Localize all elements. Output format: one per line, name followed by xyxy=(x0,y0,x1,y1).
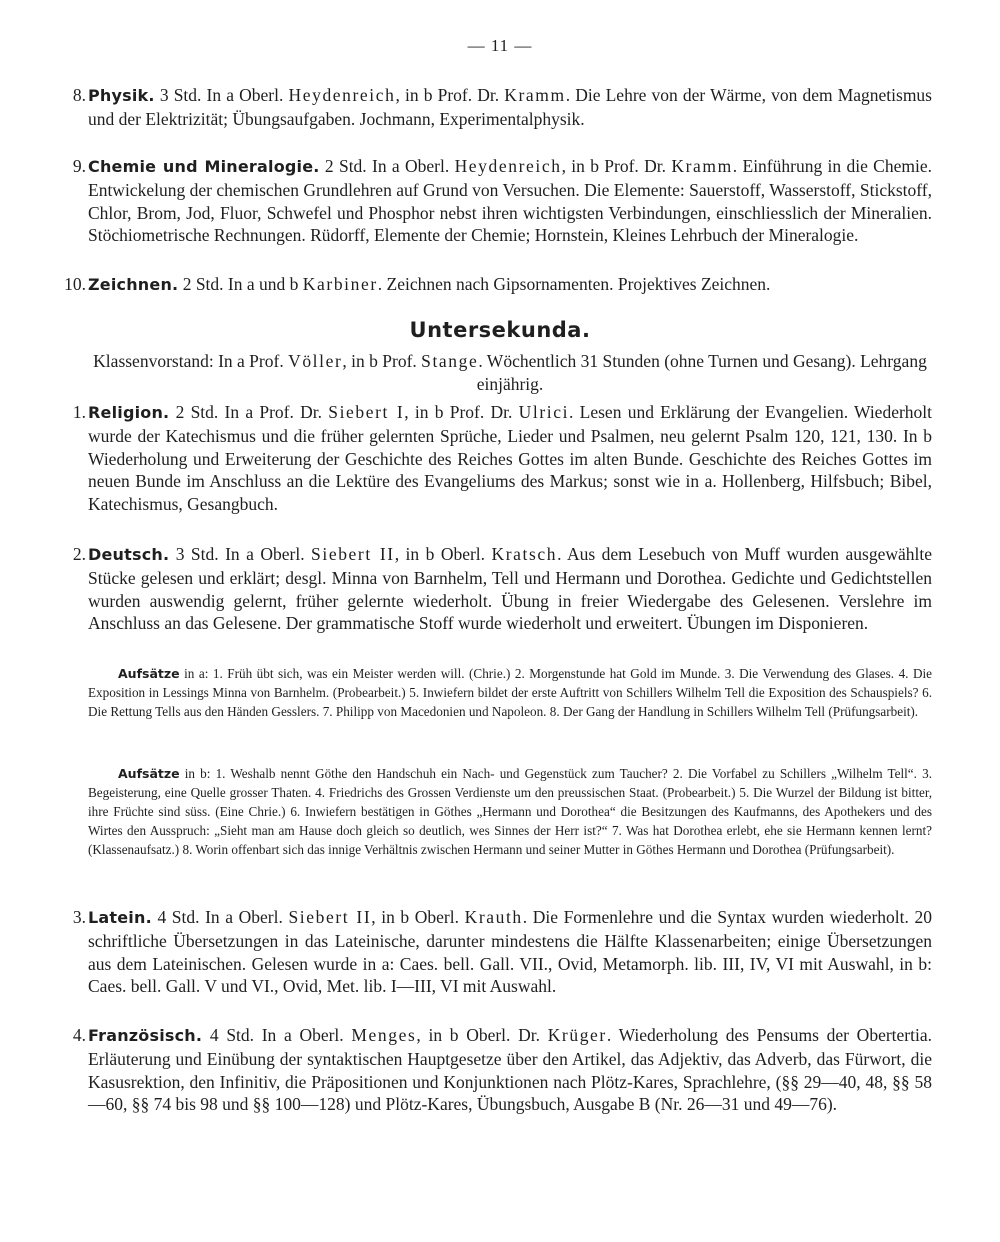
teacher-name: Siebert II xyxy=(288,907,372,927)
section-title: Untersekunda. xyxy=(409,318,591,342)
teacher-name: Karbiner xyxy=(302,274,378,294)
teacher-name: Krauth xyxy=(464,907,523,927)
subject-heading: Chemie und Mineralogie. xyxy=(88,157,320,176)
teacher-name: Stange xyxy=(421,351,479,371)
item-number: 2. xyxy=(72,544,86,564)
subject-franzoesisch: 4. Französisch. 4 Std. In a Oberl. Menges, in b Oberl. Dr. Krüger. Wiederholung des Pensums der Obertertia. Erläuterung und Einübung der syntaktischen Hauptgesetze über den Artikel, das Adjektiv, das Adverb, das Fürwort, die Kasusrektion, den Infinitiv, die Präpositionen und Konjunktionen nach Plötz-Kares, Sprachlehre, (§§ 29—40, 48, §§ 58—60, §§ 74 bis 98 und §§ 100—128) und Plötz-Kares, Übungsbuch, Ausgabe B (Nr. 26—31 und 49—76). xyxy=(88,1024,932,1116)
subject-latein: 3. Latein. 4 Std. In a Oberl. Siebert II, in b Oberl. Krauth. Die Formenlehre und die Syntax wurden wiederholt. 20 schriftliche Übersetzungen in das Lateinische, darunter mindestens die Hälfte Klassenarbeiten; einige Übersetzungen aus dem Lateinischen. Gelesen wurde in a: Caes. bell. Gall. VII., Ovid, Metamorph. lib. III, IV, VI mit Auswahl, in b: Caes. bell. Gall. V und VI., Ovid, Met. lib. I—III, VI mit Auswahl. xyxy=(88,906,932,998)
teacher-name: Siebert I xyxy=(328,402,405,422)
teacher-name: Heydenreich xyxy=(454,156,562,176)
subject-heading: Physik. xyxy=(88,86,155,105)
aufsaetze-b: Aufsätze in b: 1. Weshalb nennt Göthe den Handschuh ein Nach- und Gegenstück zum Taucher? 2. Die Vorfabel zu Schillers „Wilhelm Tell“. 3. Begeisterung, eine Quelle grosser Thaten. 4. Friedrichs des Grossen Verdienste um den preussischen Staat. (Probearbeit.) 5. Die Wurzel der Bildung ist bitter, ihre Früchte sind süss. (Eine Chrie.) 6. Inwiefern bestätigen in Göthes „Hermann und Dorothea“ die Besitzungen des Kaufmanns, des Apothekers und des Wirtes den Ausspruch: „Sieht man am Hause doch gleich so deutlich, wes Sinnes der Herr ist?“ 7. Was hat Dorothea erlebt, ehe sie Hermann kennen lernt? (Klassenaufsatz.) 8. Worin offenbart sich das innige Verhältnis zwischen Hermann und seiner Mutter in Göthes Hermann und Dorothea (Prüfungsarbeit). xyxy=(88,766,932,857)
subject-heading: Deutsch. xyxy=(88,545,170,564)
item-number: 8. xyxy=(72,85,86,105)
teacher-name: Siebert II xyxy=(311,544,395,564)
item-number: 1. xyxy=(72,402,86,422)
klassenvorstand-line: Klassenvorstand: In a Prof. Völler, in b Prof. Stange. Wöchentlich 31 Stunden (ohne Turnen und Gesang). Lehrgang einjährig. xyxy=(93,351,927,394)
item-number: 4. xyxy=(72,1025,86,1045)
item-number: 10. xyxy=(64,274,86,294)
teacher-name: Menges xyxy=(351,1025,417,1045)
subject-zeichnen: 10. Zeichnen. 2 Std. In a und b Karbiner. Zeichnen nach Gipsornamenten. Projektives Zeichnen. xyxy=(88,273,932,297)
teacher-name: Ulrici xyxy=(518,402,570,422)
subject-heading: Latein. xyxy=(88,908,152,927)
subject-physik: 8. Physik. 3 Std. In a Oberl. Heydenreich, in b Prof. Dr. Kramm. Die Lehre von der Wärme, von dem Magnetismus und der Elektrizität; Übungsaufgaben. Jochmann, Experimentalphysik. xyxy=(88,84,932,131)
subject-heading: Französisch. xyxy=(88,1026,203,1045)
subject-heading: Zeichnen. xyxy=(88,275,179,294)
teacher-name: Kratsch xyxy=(491,544,558,564)
subject-heading: Religion. xyxy=(88,403,170,422)
teacher-name: Kramm xyxy=(504,85,566,105)
teacher-name: Völler xyxy=(288,351,343,371)
aufsaetze-heading: Aufsätze xyxy=(118,766,180,781)
aufsaetze-a: Aufsätze in a: 1. Früh übt sich, was ein Meister werden will. (Chrie.) 2. Morgenstunde hat Gold im Munde. 3. Die Verwendung des Glases. 4. Die Exposition in Lessings Minna von Barnhelm. (Probearbeit.) 5. Inwiefern bildet der erste Auftritt von Schillers Wilhelm Tell die Exposition des Schauspiels? 6. Die Rettung Tells aus den Händen Gesslers. 7. Philipp von Macedonien und Napoleon. 8. Der Gang der Handlung in Schillers Wilhelm Tell (Prüfungsarbeit). xyxy=(88,666,932,719)
teacher-name: Kramm xyxy=(671,156,733,176)
item-number: 9. xyxy=(72,156,86,176)
item-number: 3. xyxy=(72,907,86,927)
subject-deutsch: 2. Deutsch. 3 Std. In a Oberl. Siebert II, in b Oberl. Kratsch. Aus dem Lesebuch von Muff wurden ausgewählte Stücke gelesen und erklärt; desgl. Minna von Barnhelm, Tell und Hermann und Dorothea. Gedichte und Gedichtstellen wurden auswendig gelernt, früher gelernte wiederholt. Übung in freier Wiedergabe des Gelesenen. Verslehre im Anschluss an das Gelesene. Der grammatische Stoff wurde wiederholt und erweitert. Übungen im Disponieren. xyxy=(88,543,932,635)
subject-chemie: 9. Chemie und Mineralogie. 2 Std. In a Oberl. Heydenreich, in b Prof. Dr. Kramm. Einführung in die Chemie. Entwickelung der chemischen Grundlehren auf Grund von Versuchen. Die Elemente: Sauerstoff, Wasserstoff, Stickstoff, Chlor, Brom, Jod, Fluor, Schwefel und Phosphor nebst ihren wichtigsten Verbindungen, einschliesslich der Mineralien. Stöchiometrische Rechnungen. Rüdorff, Elemente der Chemie; Hornstein, Kleines Lehrbuch der Mineralogie. xyxy=(88,155,932,247)
subject-religion: 1. Religion. 2 Std. In a Prof. Dr. Siebert I, in b Prof. Dr. Ulrici. Lesen und Erklärung der Evangelien. Wiederholt wurde der Katechismus und die früher gelernten Sprüche, Lieder und Psalmen, neu gelernt Psalm 120, 121, 130. In b Wiederholung und Erweiterung der Geschichte des Reiches Gottes im alten Bunde. Geschichte des Reiches Gottes im neuen Bunde im Anschluss an die Lektüre des Evangeliums des Markus; sonst wie in a. Hollenberg, Hilfsbuch; Bibel, Katechismus, Gesangbuch. xyxy=(88,401,932,516)
page-number: — 11 — xyxy=(467,36,533,55)
teacher-name: Heydenreich xyxy=(288,85,396,105)
aufsaetze-heading: Aufsätze xyxy=(118,666,180,681)
teacher-name: Krüger xyxy=(547,1025,607,1045)
